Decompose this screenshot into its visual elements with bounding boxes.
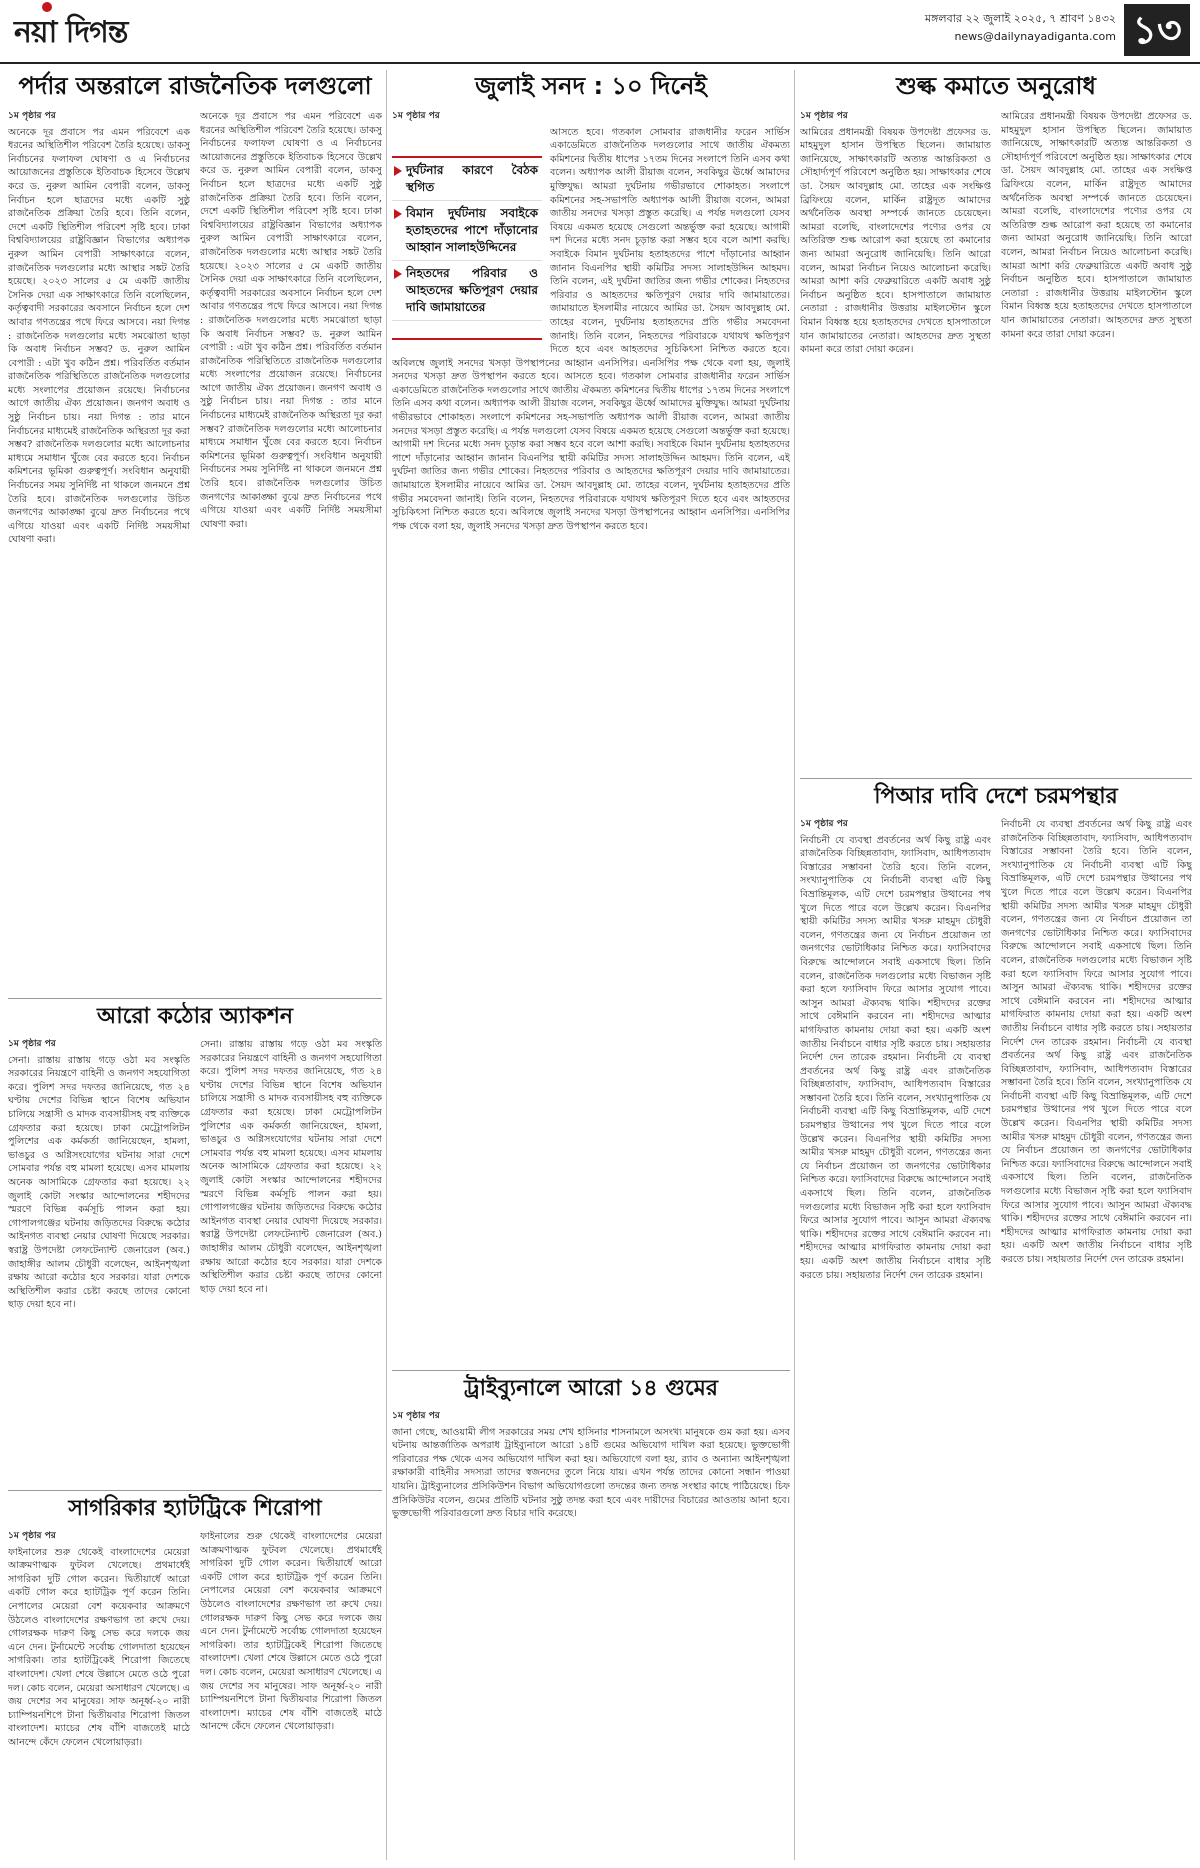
continued-label: ১ম পৃষ্ঠার পর	[800, 819, 848, 829]
article-column	[1001, 110, 1192, 774]
article-column	[8, 1530, 190, 1860]
issue-date: মঙ্গলবার ২২ জুলাই ২০২৫, ৭ শ্রাবণ ১৪৩২	[925, 12, 1116, 25]
article-body: আসতে হবে। গতকাল সোমবার রাজধানীর ফরেন সার্ভিস একাডেমিতে রাজনৈতিক দলগুলোর সাথে জাতীয় ঐকমত্য কমিশনের দ্বিতীয় ধাপের ১৭তম দিনের সংলাপে তিনি এসব কথা বলেন। অধ্যাপক আলী রীয়াজ বলেন, সবকিছুর ঊর্ধ্বে আমাদের মুক্তিযুদ্ধ। আমরা দুর্ঘটনায় গভীরভাবে শোকাহত। সংলাপে কমিশনের সহ-সভাপতি অধ্যাপক আলী রীয়াজ বলেন, আমরা জাতীয় সনদের খসড়া প্রস্তুত করেছি। এ পর্যন্ত দলগুলো যেসব বিষয়ে একমত হয়েছে সেগুলো অন্তর্ভুক্ত করা হয়েছে। আগামী দশ দিনের মধ্যে সনদ চূড়ান্ত করা সম্ভব হবে বলে আশা করছি। সবাইকে বিমান দুর্ঘটনায় হতাহতদের পাশে দাঁড়ানোর আহ্বান জানান বিএনপির স্থায়ী কমিটির সদস্য সালাহউদ্দিন আহমদ। তিনি বলেন, এই দুর্ঘটনা জাতির জন্য গভীর শোকের। নিহতদের পরিবার ও আহতদের ক্ষতিপূরণ দেয়ার দাবি জামায়াতের। জামায়াতে ইসলামীর নায়েবে আমির ডা. সৈয়দ আবদুল্লাহ মো. তাহের বলেন, দুর্ঘটনায় হতাহতদের প্রতি গভীর সমবেদনা জানাই। তিনি বলেন, নিহতদের পরিবারকে যথাযথ ক্ষতিপূরণ দিতে হবে এবং আহতদের সুচিকিৎসা নিশ্চিত করতে হবে। অবিলম্বে জুলাই সনদের খসড়া উপস্থাপনের আহ্বান এনসিপির। এনসিপির পক্ষ থেকে বলা হয়, জুলাই সনদের খসড়া দ্রুত উপস্থাপন করতে হবে।	[392, 371, 790, 532]
newspaper-logo[interactable]: নয়া দিগন্ত	[14, 15, 128, 50]
highlight-bullet: দুর্ঘটনার কারণে বৈঠক স্থগিত	[392, 158, 542, 201]
contact-email[interactable]: news@dailynayadiganta.com	[954, 30, 1116, 43]
masthead	[0, 0, 1200, 64]
continued-label: ১ম পৃষ্ঠার পর	[8, 111, 56, 121]
article-body: ফাইনালের শুরু থেকেই বাংলাদেশের মেয়েরা আক্রমণাত্মক ফুটবল খেলেছে। প্রথমার্ধেই সাগরিকা দুটি গোল করেন। দ্বিতীয়ার্ধে আরো একটি গোল করে হ্যাটট্রিক পূর্ণ করেন তিনি। নেপালের মেয়েরা বেশ কয়েকবার আক্রমণে উঠলেও বাংলাদেশের রক্ষণভাগ তা রুখে দেয়। গোলরক্ষক দারুণ কিছু সেভ করে দলকে জয় এনে দেন। টুর্নামেন্টে সর্বোচ্চ গোলদাতা হয়েছেন সাগরিকা। তার হ্যাটট্রিকেই শিরোপা জিতেছে বাংলাদেশ। খেলা শেষে উল্লাসে মেতে ওঠে পুরো দল। কোচ বলেন, মেয়েরা অসাধারণ খেলেছে। এ জয় দেশের সব মানুষের। সাফ অনূর্ধ্ব-২০ নারী চ্যাম্পিয়নশিপে টানা দ্বিতীয়বার শিরোপা জিতল বাংলাদেশ। ম্যাচের শেষ বাঁশি বাজতেই মাঠে আনন্দে কেঁদে ফেলেন খেলোয়াড়রা।	[8, 1546, 190, 1748]
article-body: আমিরের প্রধানমন্ত্রী বিষয়ক উপদেষ্টা প্রফেসর ড. মাহমুদুল হাসান উপস্থিত ছিলেন। জামায়াত জানিয়েছে, সাক্ষাৎকারটি অত্যন্ত আন্তরিকতা ও সৌহার্দ্যপূর্ণ পরিবেশে অনুষ্ঠিত হয়। সাক্ষাৎকার শেষে ডা. সৈয়দ আবদুল্লাহ মো. তাহের এক সংক্ষিপ্ত ব্রিফিংয়ে বলেন, মার্কিন রাষ্ট্রদূত আমাদের অর্থনৈতিক অবস্থা সম্পর্কে জানতে চেয়েছেন। আমরা বলেছি, বাংলাদেশের পণ্যের ওপর যে অতিরিক্ত শুল্ক আরোপ করা হয়েছে তা কমানোর জন্য আমরা অনুরোধ জানিয়েছি। তিনি আরো বলেন, আমরা নির্বাচন নিয়েও আলোচনা করেছি। আমরা আশা করি ফেব্রুয়ারিতে একটি অবাধ সুষ্ঠু নির্বাচন অনুষ্ঠিত হবে। হাসপাতালে জামায়াত নেতারা : রাজধানীর উত্তরায় মাইলস্টোন স্কুলে বিমান বিধ্বস্ত হয়ে হতাহতদের দেখতে হাসপাতালে যান জামায়াতের নেতারা। আহতদের দ্রুত সুস্থতা কামনা করে তারা দোয়া করেন।	[1001, 111, 1192, 340]
article-body: অনেকে দূর প্রবাসে পর এমন পরিবেশে এক ধরনের অস্থিতিশীল পরিবেশ তৈরি হয়েছে। ডাকসু নির্বাচনের ফলাফল ঘোষণা ও এ নির্বাচনের আয়োজনের প্রস্তুতিকে ইতিবাচক হিসেবে উল্লেখ করে ড. নুরুল আমিন বেপারী বলেন, ডাকসু নির্বাচন হলে ছাত্রদের মধ্যে একটি সুষ্ঠু রাজনৈতিক প্রক্রিয়া তৈরি হবে। তিনি বলেন, দেশে একটি স্থিতিশীল পরিবেশ সৃষ্টি হবে। ঢাকা বিশ্ববিদ্যালয়ের রাষ্ট্রবিজ্ঞান বিভাগের অধ্যাপক নুরুল আমিন বেপারী সাক্ষাৎকারে বলেন, রাজনৈতিক দলগুলোর মধ্যে আস্থার সঙ্কট তৈরি হয়েছে। ২০২৩ সালের ৫ মে একটি জাতীয় সৈনিক দেয়া এক সাক্ষাৎকারে তিনি বলেছিলেন, কর্তৃত্ববাদী সরকারের অবসানে নির্বাচন হলে দেশ আবার গণতন্ত্রের পথে ফিরে আসবে। নয়া দিগন্ত : রাজনৈতিক দলগুলোর মধ্যে সমঝোতা ছাড়া কি অবাধ নির্বাচন সম্ভব? ড. নুরুল আমিন বেপারী : এটা খুব কঠিন প্রশ্ন। পরিবর্তিত বর্তমান রাজনৈতিক পরিস্থিতিতে রাজনৈতিক দলগুলোর মধ্যে সংলাপের প্রয়োজন রয়েছে। নির্বাচনের আগে জাতীয় ঐক্য প্রয়োজন। জনগণ অবাধ ও সুষ্ঠু নির্বাচন চায়। নয়া দিগন্ত : তার মানে নির্বাচনের মাধ্যমেই রাজনৈতিক অস্থিরতা দূর করা সম্ভব? রাজনৈতিক দলগুলোর মধ্যে আলোচনার মাধ্যমে সমাধান খুঁজে বের করতে হবে। নির্বাচন কমিশনের ভূমিকা গুরুত্বপূর্ণ। সংবিধান অনুযায়ী নির্বাচনের সময় সুনির্দিষ্ট না থাকলে জনমনে প্রশ্ন তৈরি হবে। রাজনৈতিক দলগুলোর উচিত জনগণের আকাঙ্ক্ষা বুঝে দ্রুত নির্বাচনের পথে এগিয়ে যাওয়া এবং একটি নির্দিষ্ট সময়সীমা ঘোষণা করা।	[8, 126, 190, 546]
article-body: নির্বাচনী যে ব্যবস্থা প্রবর্তনের অর্থ কিছু রাষ্ট্র এবং রাজনৈতিক বিচ্ছিন্নতাবাদ, ফ্যাসিবাদ, আধিপত্যবাদ বিস্তারের সম্ভাবনা তৈরি হবে। তিনি বলেন, সংখ্যানুপাতিক যে নির্বাচনী ব্যবস্থা এটি কিছু বিভ্রান্তিমূলক, এটি দেশে চরমপন্থার উত্থানের পথ খুলে দিতে পারে বলে উল্লেখ করেন। বিএনপির স্থায়ী কমিটির সদস্য আমীর খসরু মাহমুদ চৌধুরী বলেন, গণতন্ত্রের জন্য যে নির্বাচন প্রয়োজন তা জনগণের ভোটাধিকার নিশ্চিত করে। ফ্যাসিবাদের বিরুদ্ধে আন্দোলনে সবাই একসাথে ছিল। তিনি বলেন, রাজনৈতিক দলগুলোর মধ্যে বিভাজন সৃষ্টি করা হলে ফ্যাসিবাদ ফিরে আসার সুযোগ পাবে। আসুন আমরা ঐক্যবদ্ধ থাকি। শহীদদের রক্তের সাথে বেঈমানি করবেন না। শহীদদের আত্মার মাগফিরাত কামনায় দোয়া করা হয়। একটি অংশ জাতীয় নির্বাচনে বাধার সৃষ্টি করতে চায়। সহায়তার নির্দেশ দেন তারেক রহমান।	[800, 834, 991, 1064]
headline[interactable]: পর্দার অন্তরালে রাজনৈতিক দলগুলো	[18, 72, 372, 100]
article-column	[800, 818, 991, 1860]
article-body: নির্বাচনী যে ব্যবস্থা প্রবর্তনের অর্থ কিছু রাষ্ট্র এবং রাজনৈতিক বিচ্ছিন্নতাবাদ, ফ্যাসিবাদ, আধিপত্যবাদ বিস্তারের সম্ভাবনা তৈরি হবে। তিনি বলেন, সংখ্যানুপাতিক যে নির্বাচনী ব্যবস্থা এটি কিছু বিভ্রান্তিমূলক, এটি দেশে চরমপন্থার উত্থানের পথ খুলে দিতে পারে বলে উল্লেখ করেন। বিএনপির স্থায়ী কমিটির সদস্য আমীর খসরু মাহমুদ চৌধুরী বলেন, গণতন্ত্রের জন্য যে নির্বাচন প্রয়োজন তা জনগণের ভোটাধিকার নিশ্চিত করে। ফ্যাসিবাদের বিরুদ্ধে আন্দোলনে সবাই একসাথে ছিল। তিনি বলেন, রাজনৈতিক দলগুলোর মধ্যে বিভাজন সৃষ্টি করা হলে ফ্যাসিবাদ ফিরে আসার সুযোগ পাবে। আসুন আমরা ঐক্যবদ্ধ থাকি। শহীদদের রক্তের সাথে বেঈমানি করবেন না। শহীদদের আত্মার মাগফিরাত কামনায় দোয়া করা হয়। একটি অংশ জাতীয় নির্বাচনে বাধার সৃষ্টি করতে চায়। সহায়তার নির্দেশ দেন তারেক রহমান।	[1001, 1036, 1192, 1265]
article-saff[interactable]	[8, 1494, 382, 1860]
continued-label: ১ম পৃষ্ঠার পর	[800, 111, 848, 121]
headline[interactable]: জুলাই সনদ : ১০ দিনেই	[475, 72, 707, 100]
section-divider	[392, 1370, 790, 1371]
column-divider	[794, 70, 795, 1860]
article-column	[200, 1530, 382, 1860]
headline[interactable]: সাগরিকার হ্যাটট্রিকে শিরোপা	[68, 1496, 322, 1521]
headline[interactable]: শুল্ক কমাতে অনুরোধ	[896, 72, 1096, 100]
article-column	[200, 110, 382, 994]
article-crackdown[interactable]	[8, 1002, 382, 1486]
headline[interactable]: পিআর দাবি দেশে চরমপন্থার	[874, 784, 1118, 809]
column-divider	[386, 70, 387, 1860]
article-body: সেনা। রাস্তায় রাস্তায় গড়ে ওঠা মব সংস্কৃতি সরকারের নিয়ন্ত্রণে বাহিনী ও জনগণ সহযোগিতা করে। পুলিশ সদর দফতর জানিয়েছে, গত ২৪ ঘণ্টায় দেশের বিভিন্ন স্থানে বিশেষ অভিযান চালিয়ে সন্ত্রাসী ও মাদক ব্যবসায়ীসহ বহু ব্যক্তিকে গ্রেফতার করা হয়েছে। ঢাকা মেট্রোপলিটন পুলিশের এক কর্মকর্তা জানিয়েছেন, হামলা, ভাঙচুর ও অগ্নিসংযোগের ঘটনায় সারা দেশে সোমবার পর্যন্ত বহু মামলা হয়েছে। এসব মামলায় অনেক আসামিকে গ্রেফতার করা হয়েছে। ২২ জুলাই কোটা সংস্কার আন্দোলনের শহীদদের স্মরণে বিভিন্ন কর্মসূচি পালন করা হয়। গোপালগঞ্জের ঘটনায় জড়িতদের বিরুদ্ধে কঠোর আইনগত ব্যবস্থা নেয়ার ঘোষণা দিয়েছে সরকার। স্বরাষ্ট্র উপদেষ্টা লেফটেন্যান্ট জেনারেল (অব.) জাহাঙ্গীর আলম চৌধুরী বলেছেন, আইনশৃঙ্খলা রক্ষায় আরো কঠোর হবে সরকার। যারা দেশকে অস্থিতিশীল করার চেষ্টা করছে তাদের কোনো ছাড় দেয়া হবে না।	[200, 1039, 382, 1295]
highlight-bullet: বিমান দুর্ঘটনায় সবাইকে হতাহতদের পাশে দাঁড়ানোর আহ্বান সালাহউদ্দিনের	[392, 201, 542, 261]
article-column	[800, 110, 991, 774]
article-body: নির্বাচনী যে ব্যবস্থা প্রবর্তনের অর্থ কিছু রাষ্ট্র এবং রাজনৈতিক বিচ্ছিন্নতাবাদ, ফ্যাসিবাদ, আধিপত্যবাদ বিস্তারের সম্ভাবনা তৈরি হবে। তিনি বলেন, সংখ্যানুপাতিক যে নির্বাচনী ব্যবস্থা এটি কিছু বিভ্রান্তিমূলক, এটি দেশে চরমপন্থার উত্থানের পথ খুলে দিতে পারে বলে উল্লেখ করেন। বিএনপির স্থায়ী কমিটির সদস্য আমীর খসরু মাহমুদ চৌধুরী বলেন, গণতন্ত্রের জন্য যে নির্বাচন প্রয়োজন তা জনগণের ভোটাধিকার নিশ্চিত করে। ফ্যাসিবাদের বিরুদ্ধে আন্দোলনে সবাই একসাথে ছিল। তিনি বলেন, রাজনৈতিক দলগুলোর মধ্যে বিভাজন সৃষ্টি করা হলে ফ্যাসিবাদ ফিরে আসার সুযোগ পাবে। আসুন আমরা ঐক্যবদ্ধ থাকি। শহীদদের রক্তের সাথে বেঈমানি করবেন না। শহীদদের আত্মার মাগফিরাত কামনায় দোয়া করা হয়। একটি অংশ জাতীয় নির্বাচনে বাধার সৃষ্টি করতে চায়। সহায়তার নির্দেশ দেন তারেক রহমান।	[800, 1052, 991, 1281]
article-column	[392, 110, 790, 1366]
headline[interactable]: আরো কঠোর অ্যাকশন	[96, 1004, 294, 1029]
article-column	[8, 1038, 190, 1486]
continued-label: ১ম পৃষ্ঠার পর	[8, 1531, 56, 1541]
article-body: অনেকে দূর প্রবাসে পর এমন পরিবেশে এক ধরনের অস্থিতিশীল পরিবেশ তৈরি হয়েছে। ডাকসু নির্বাচনের ফলাফল ঘোষণা ও এ নির্বাচনের আয়োজনের প্রস্তুতিকে ইতিবাচক হিসেবে উল্লেখ করে ড. নুরুল আমিন বেপারী বলেন, ডাকসু নির্বাচন হলে ছাত্রদের মধ্যে একটি সুষ্ঠু রাজনৈতিক প্রক্রিয়া তৈরি হবে। তিনি বলেন, দেশে একটি স্থিতিশীল পরিবেশ সৃষ্টি হবে। ঢাকা বিশ্ববিদ্যালয়ের রাষ্ট্রবিজ্ঞান বিভাগের অধ্যাপক নুরুল আমিন বেপারী সাক্ষাৎকারে বলেন, রাজনৈতিক দলগুলোর মধ্যে আস্থার সঙ্কট তৈরি হয়েছে। ২০২৩ সালের ৫ মে একটি জাতীয় সৈনিক দেয়া এক সাক্ষাৎকারে তিনি বলেছিলেন, কর্তৃত্ববাদী সরকারের অবসানে নির্বাচন হলে দেশ আবার গণতন্ত্রের পথে ফিরে আসবে। নয়া দিগন্ত : রাজনৈতিক দলগুলোর মধ্যে সমঝোতা ছাড়া কি অবাধ নির্বাচন সম্ভব? ড. নুরুল আমিন বেপারী : এটা খুব কঠিন প্রশ্ন। পরিবর্তিত বর্তমান রাজনৈতিক পরিস্থিতিতে রাজনৈতিক দলগুলোর মধ্যে সংলাপের প্রয়োজন রয়েছে। নির্বাচনের আগে জাতীয় ঐক্য প্রয়োজন। জনগণ অবাধ ও সুষ্ঠু নির্বাচন চায়। নয়া দিগন্ত : তার মানে নির্বাচনের মাধ্যমেই রাজনৈতিক অস্থিরতা দূর করা সম্ভব? রাজনৈতিক দলগুলোর মধ্যে আলোচনার মাধ্যমে সমাধান খুঁজে বের করতে হবে। নির্বাচন কমিশনের ভূমিকা গুরুত্বপূর্ণ। সংবিধান অনুযায়ী নির্বাচনের সময় সুনির্দিষ্ট না থাকলে জনমনে প্রশ্ন তৈরি হবে। রাজনৈতিক দলগুলোর উচিত জনগণের আকাঙ্ক্ষা বুঝে দ্রুত নির্বাচনের পথে এগিয়ে যাওয়া এবং একটি নির্দিষ্ট সময়সীমা ঘোষণা করা।	[200, 111, 382, 530]
dateline	[925, 10, 1116, 46]
article-column	[200, 1038, 382, 1486]
article-column	[1001, 818, 1192, 1860]
highlights-box	[392, 156, 542, 340]
headline[interactable]: ট্রাইব্যুনালে আরো ১৪ গুমের	[464, 1376, 718, 1401]
article-tariff[interactable]	[800, 70, 1192, 774]
article-column	[392, 1410, 790, 1860]
article-body: জানা গেছে, আওয়ামী লীগ সরকারের সময় শেখ হাসিনার শাসনামলে অসংখ্য মানুষকে গুম করা হয়। এসব ঘটনায় আন্তর্জাতিক অপরাধ ট্রাইব্যুনালে আরো ১৪টি গুমের অভিযোগ দাখিল করা হয়েছে। ভুক্তভোগী পরিবারের পক্ষ থেকে এসব অভিযোগ দাখিল করা হয়। অভিযোগে বলা হয়, র‌্যাব ও অন্যান্য আইনশৃঙ্খলা রক্ষাকারী বাহিনীর সদস্যরা তাদের স্বজনদের তুলে নিয়ে যায়। এখন পর্যন্ত তাদের কোনো সন্ধান পাওয়া যায়নি। ট্রাইব্যুনালের প্রসিকিউশন বিভাগ অভিযোগগুলো তদন্তের জন্য তদন্ত সংস্থার কাছে পাঠিয়েছে। চিফ প্রসিকিউটর বলেন, গুমের প্রতিটি ঘটনার সুষ্ঠু তদন্ত করা হবে এবং দায়ীদের বিচারের আওতায় আনা হবে। ভুক্তভোগী পরিবারগুলো দ্রুত বিচার দাবি করেছে।	[392, 1426, 790, 1520]
section-divider	[800, 778, 1192, 779]
article-july-charter[interactable]	[392, 70, 790, 1366]
article-body: আমিরের প্রধানমন্ত্রী বিষয়ক উপদেষ্টা প্রফেসর ড. মাহমুদুল হাসান উপস্থিত ছিলেন। জামায়াত জানিয়েছে, সাক্ষাৎকারটি অত্যন্ত আন্তরিকতা ও সৌহার্দ্যপূর্ণ পরিবেশে অনুষ্ঠিত হয়। সাক্ষাৎকার শেষে ডা. সৈয়দ আবদুল্লাহ মো. তাহের এক সংক্ষিপ্ত ব্রিফিংয়ে বলেন, মার্কিন রাষ্ট্রদূত আমাদের অর্থনৈতিক অবস্থা সম্পর্কে জানতে চেয়েছেন। আমরা বলেছি, বাংলাদেশের পণ্যের ওপর যে অতিরিক্ত শুল্ক আরোপ করা হয়েছে তা কমানোর জন্য আমরা অনুরোধ জানিয়েছি। তিনি আরো বলেন, আমরা নির্বাচন নিয়েও আলোচনা করেছি। আমরা আশা করি ফেব্রুয়ারিতে একটি অবাধ সুষ্ঠু নির্বাচন অনুষ্ঠিত হবে। হাসপাতালে জামায়াত নেতারা : রাজধানীর উত্তরায় মাইলস্টোন স্কুলে বিমান বিধ্বস্ত হয়ে হতাহতদের দেখতে হাসপাতালে যান জামায়াতের নেতারা। আহতদের দ্রুত সুস্থতা কামনা করে তারা দোয়া করেন।	[800, 126, 991, 356]
article-body: ফাইনালের শুরু থেকেই বাংলাদেশের মেয়েরা আক্রমণাত্মক ফুটবল খেলেছে। প্রথমার্ধেই সাগরিকা দুটি গোল করেন। দ্বিতীয়ার্ধে আরো একটি গোল করে হ্যাটট্রিক পূর্ণ করেন তিনি। নেপালের মেয়েরা বেশ কয়েকবার আক্রমণে উঠলেও বাংলাদেশের রক্ষণভাগ তা রুখে দেয়। গোলরক্ষক দারুণ কিছু সেভ করে দলকে জয় এনে দেন। টুর্নামেন্টে সর্বোচ্চ গোলদাতা হয়েছেন সাগরিকা। তার হ্যাটট্রিকেই শিরোপা জিতেছে বাংলাদেশ। খেলা শেষে উল্লাসে মেতে ওঠে পুরো দল। কোচ বলেন, মেয়েরা অসাধারণ খেলেছে। এ জয় দেশের সব মানুষের। সাফ অনূর্ধ্ব-২০ নারী চ্যাম্পিয়নশিপে টানা দ্বিতীয়বার শিরোপা জিতল বাংলাদেশ। ম্যাচের শেষ বাঁশি বাজতেই মাঠে আনন্দে কেঁদে ফেলেন খেলোয়াড়রা।	[200, 1531, 382, 1733]
article-body: আসতে হবে। গতকাল সোমবার রাজধানীর ফরেন সার্ভিস একাডেমিতে রাজনৈতিক দলগুলোর সাথে জাতীয় ঐকমত্য কমিশনের দ্বিতীয় ধাপের ১৭তম দিনের সংলাপে তিনি এসব কথা বলেন। অধ্যাপক আলী রীয়াজ বলেন, সবকিছুর ঊর্ধ্বে আমাদের মুক্তিযুদ্ধ। আমরা দুর্ঘটনায় গভীরভাবে শোকাহত। সংলাপে কমিশনের সহ-সভাপতি অধ্যাপক আলী রীয়াজ বলেন, আমরা জাতীয় সনদের খসড়া প্রস্তুত করেছি। এ পর্যন্ত দলগুলো যেসব বিষয়ে একমত হয়েছে সেগুলো অন্তর্ভুক্ত করা হয়েছে। আগামী দশ দিনের মধ্যে সনদ চূড়ান্ত করা সম্ভব হবে বলে আশা করছি। সবাইকে বিমান দুর্ঘটনায় হতাহতদের পাশে দাঁড়ানোর আহ্বান জানান বিএনপির স্থায়ী কমিটির সদস্য সালাহউদ্দিন আহমদ। তিনি বলেন, এই দুর্ঘটনা জাতির জন্য গভীর শোকের। নিহতদের পরিবার ও আহতদের ক্ষতিপূরণ দেয়ার দাবি জামায়াতের। জামায়াতে ইসলামীর নায়েবে আমির ডা. সৈয়দ আবদুল্লাহ মো. তাহের বলেন, দুর্ঘটনায় হতাহতদের প্রতি গভীর সমবেদনা জানাই। তিনি বলেন, নিহতদের পরিবারকে যথাযথ ক্ষতিপূরণ দিতে হবে এবং আহতদের সুচিকিৎসা নিশ্চিত করতে হবে। অবিলম্বে জুলাই সনদের খসড়া উপস্থাপনের আহ্বান এনসিপির। এনসিপির পক্ষ থেকে বলা হয়, জুলাই সনদের খসড়া দ্রুত উপস্থাপন করতে হবে।	[392, 126, 790, 383]
article-column	[8, 110, 190, 994]
page-number: ১৩	[1124, 4, 1190, 56]
article-body: সেনা। রাস্তায় রাস্তায় গড়ে ওঠা মব সংস্কৃতি সরকারের নিয়ন্ত্রণে বাহিনী ও জনগণ সহযোগিতা করে। পুলিশ সদর দফতর জানিয়েছে, গত ২৪ ঘণ্টায় দেশের বিভিন্ন স্থানে বিশেষ অভিযান চালিয়ে সন্ত্রাসী ও মাদক ব্যবসায়ীসহ বহু ব্যক্তিকে গ্রেফতার করা হয়েছে। ঢাকা মেট্রোপলিটন পুলিশের এক কর্মকর্তা জানিয়েছেন, হামলা, ভাঙচুর ও অগ্নিসংযোগের ঘটনায় সারা দেশে সোমবার পর্যন্ত বহু মামলা হয়েছে। এসব মামলায় অনেক আসামিকে গ্রেফতার করা হয়েছে। ২২ জুলাই কোটা সংস্কার আন্দোলনের শহীদদের স্মরণে বিভিন্ন কর্মসূচি পালন করা হয়। গোপালগঞ্জের ঘটনায় জড়িতদের বিরুদ্ধে কঠোর আইনগত ব্যবস্থা নেয়ার ঘোষণা দিয়েছে সরকার। স্বরাষ্ট্র উপদেষ্টা লেফটেন্যান্ট জেনারেল (অব.) জাহাঙ্গীর আলম চৌধুরী বলেছেন, আইনশৃঙ্খলা রক্ষায় আরো কঠোর হবে সরকার। যারা দেশকে অস্থিতিশীল করার চেষ্টা করছে তাদের কোনো ছাড় দেয়া হবে না।	[8, 1054, 190, 1311]
highlight-bullet: নিহতদের পরিবার ও আহতদের ক্ষতিপূরণ দেয়ার দাবি জামায়াতের	[392, 261, 542, 321]
continued-label: ১ম পৃষ্ঠার পর	[392, 111, 440, 121]
continued-label: ১ম পৃষ্ঠার পর	[8, 1039, 56, 1049]
article-politics[interactable]	[8, 70, 382, 994]
section-divider	[8, 998, 382, 999]
article-pr-demand[interactable]	[800, 782, 1192, 1860]
continued-label: ১ম পৃষ্ঠার পর	[392, 1411, 440, 1421]
article-tribunal[interactable]	[392, 1374, 790, 1860]
article-body: নির্বাচনী যে ব্যবস্থা প্রবর্তনের অর্থ কিছু রাষ্ট্র এবং রাজনৈতিক বিচ্ছিন্নতাবাদ, ফ্যাসিবাদ, আধিপত্যবাদ বিস্তারের সম্ভাবনা তৈরি হবে। তিনি বলেন, সংখ্যানুপাতিক যে নির্বাচনী ব্যবস্থা এটি কিছু বিভ্রান্তিমূলক, এটি দেশে চরমপন্থার উত্থানের পথ খুলে দিতে পারে বলে উল্লেখ করেন। বিএনপির স্থায়ী কমিটির সদস্য আমীর খসরু মাহমুদ চৌধুরী বলেন, গণতন্ত্রের জন্য যে নির্বাচন প্রয়োজন তা জনগণের ভোটাধিকার নিশ্চিত করে। ফ্যাসিবাদের বিরুদ্ধে আন্দোলনে সবাই একসাথে ছিল। তিনি বলেন, রাজনৈতিক দলগুলোর মধ্যে বিভাজন সৃষ্টি করা হলে ফ্যাসিবাদ ফিরে আসার সুযোগ পাবে। আসুন আমরা ঐক্যবদ্ধ থাকি। শহীদদের রক্তের সাথে বেঈমানি করবেন না। শহীদদের আত্মার মাগফিরাত কামনায় দোয়া করা হয়। একটি অংশ জাতীয় নির্বাচনে বাধার সৃষ্টি করতে চায়। সহায়তার নির্দেশ দেন তারেক রহমান।	[1001, 819, 1192, 1048]
section-divider	[8, 1490, 382, 1491]
